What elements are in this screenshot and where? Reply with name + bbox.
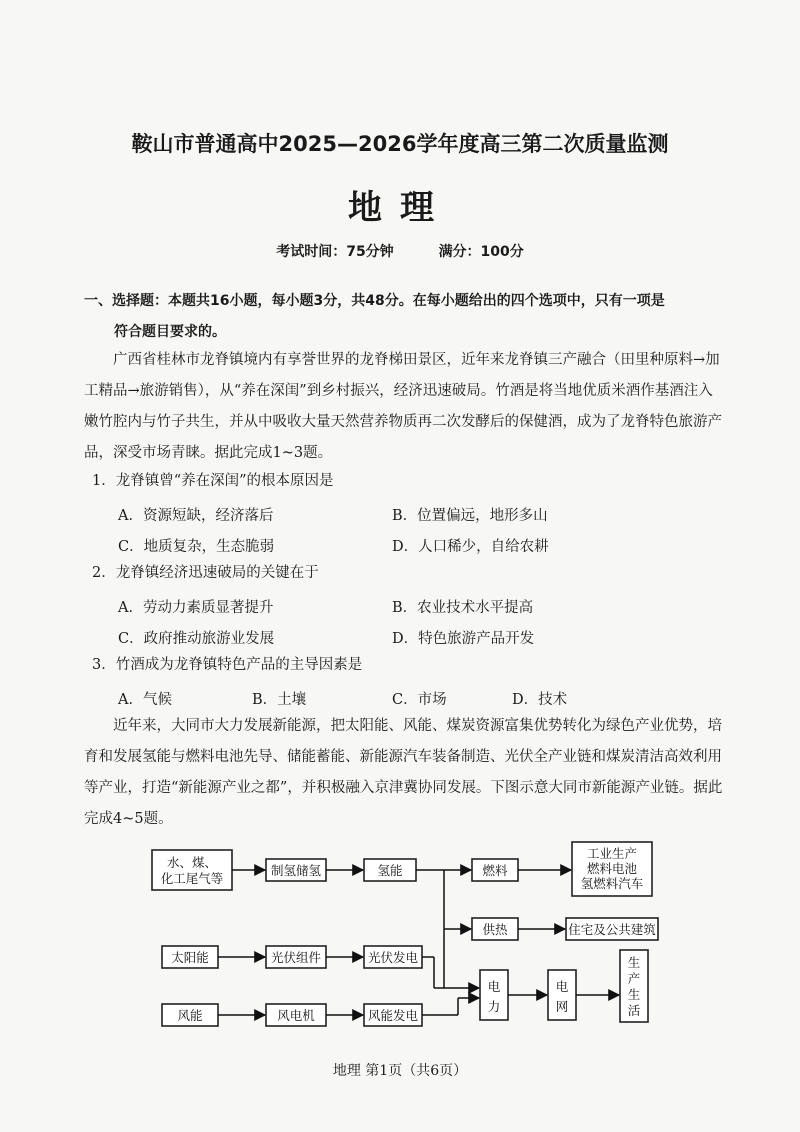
instructions-line-2: 符合题目要求的。 [114, 324, 226, 340]
q2-option-d: D．特色旅游产品开发 [392, 631, 535, 647]
q1-option-b: B．位置偏远，地形多山 [392, 508, 548, 524]
production-life-label-1: 生 [627, 955, 641, 970]
q2-option-b: B．农业技术水平提高 [392, 600, 534, 616]
q3-option-a: A．气候 [118, 692, 172, 708]
q1-option-d: D．人口稀少，自给农耕 [392, 539, 549, 555]
wind-label: 风能 [177, 1008, 203, 1023]
fuel-label: 燃料 [482, 863, 508, 878]
solar-label: 太阳能 [171, 950, 209, 965]
industry-label-3: 氢燃料汽车 [580, 876, 644, 891]
q2-option-a: A．劳动力素质显著提升 [118, 600, 274, 616]
hydrogen-production-label: 制氢储氢 [270, 863, 322, 878]
sources-label-2: 化工尾气等 [160, 871, 224, 886]
wind-power-label: 风能发电 [367, 1008, 419, 1023]
q3-option-b: B．土壤 [252, 692, 307, 708]
q1-option-c: C．地质复杂，生态脆弱 [118, 539, 275, 555]
instructions-line-1: 一、选择题：本题共16小题，每小题3分，共48分。在每小题给出的四个选项中，只有一项是 [84, 293, 665, 309]
new-energy-industry-chain-diagram [148, 840, 668, 1040]
pv-module-label: 光伏组件 [270, 950, 322, 965]
industry-label-1: 工业生产 [586, 846, 638, 861]
q3-option-c: C．市场 [392, 692, 447, 708]
passage-2: 近年来，大同市大力发展新能源，把太阳能、风能、煤炭资源富集优势转化为绿色产业优势，培育和发展氢能与燃料电池先导、储能蓄能、新能源汽车装备制造、光伏全产业链和煤炭清洁高效利用等产业，打造“新能源产业之都”，并积极融入京津冀协同发展。下图示意大同市新能源产业链。据此完成4~5题。 [84, 718, 723, 827]
exam-score: 满分：100分 [438, 244, 524, 260]
question-3-stem: 3．竹酒成为龙脊镇特色产品的主导因素是 [92, 657, 363, 673]
heating-label: 供热 [482, 922, 508, 937]
production-life-label-4: 活 [627, 1003, 641, 1018]
hydrogen-label: 氢能 [377, 863, 403, 878]
section-instructions [84, 286, 744, 348]
exam-title: 鞍山市普通高中2025—2026学年度高三第二次质量监测 [131, 132, 669, 156]
production-life-label-2: 产 [627, 971, 641, 986]
buildings-label: 住宅及公共建筑 [568, 922, 656, 937]
electricity-label-2: 力 [487, 999, 501, 1014]
q1-option-a: A．资源短缺，经济落后 [118, 508, 274, 524]
passage-1: 广西省桂林市龙脊镇境内有享誉世界的龙脊梯田景区，近年来龙脊镇三产融合（田里种原料→加工精品→旅游销售），从“养在深闺”到乡村振兴，经济迅速破局。竹酒是将当地优质米酒作基酒注入嫩竹腔内与竹子共生，并从中吸收大量天然营养物质再二次发酵后的保健酒，成为了龙脊特色旅游产品，深受市场青睐。据此完成1~3题。 [84, 352, 722, 461]
exam-meta [0, 241, 800, 261]
production-life-label-3: 生 [627, 987, 641, 1002]
sources-label-1: 水、煤、 [166, 855, 218, 870]
wind-turbine-label: 风电机 [277, 1008, 315, 1023]
grid-label-2: 网 [555, 999, 569, 1014]
subject-title: 地理 [348, 188, 452, 228]
electricity-label-1: 电 [487, 979, 501, 994]
grid-label-1: 电 [555, 979, 569, 994]
page-footer: 地理 第1页（共6页） [332, 1063, 468, 1079]
pv-power-label: 光伏发电 [367, 950, 419, 965]
q2-option-c: C．政府推动旅游业发展 [118, 631, 275, 647]
exam-time: 考试时间：75分钟 [276, 244, 394, 260]
question-1-stem: 1．龙脊镇曾“养在深闺”的根本原因是 [92, 473, 334, 489]
industry-label-2: 燃料电池 [586, 861, 638, 876]
question-2-stem: 2．龙脊镇经济迅速破局的关键在于 [92, 565, 319, 581]
q3-option-d: D．技术 [512, 692, 568, 708]
